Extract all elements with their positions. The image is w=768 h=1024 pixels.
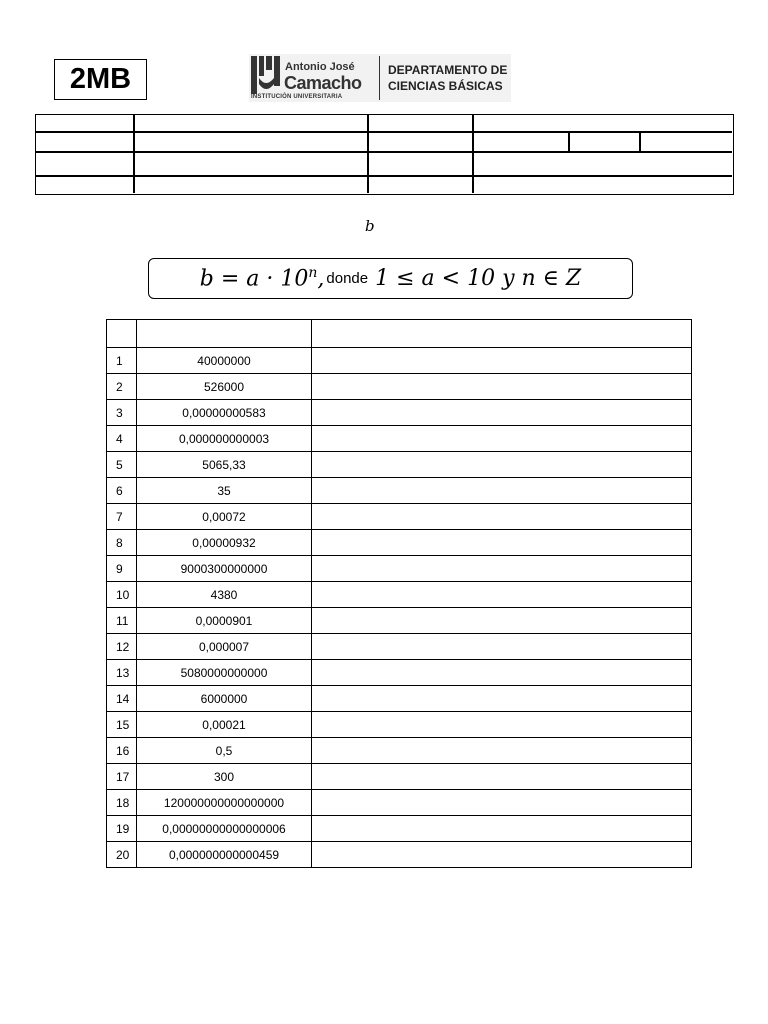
formula-exponent: n [308,265,318,282]
row-number: 7 [107,504,137,530]
table-row [107,660,692,686]
row-answer-field[interactable] [312,478,692,504]
variable-b: b [365,217,375,235]
row-answer-field[interactable] [312,374,692,400]
row-answer-field[interactable] [312,842,692,868]
header-cell-answer [312,320,692,348]
grid-col-divider [472,115,474,193]
table-row [107,764,692,790]
row-value: 526000 [137,374,312,400]
table-row [107,400,692,426]
row-value: 40000000 [137,348,312,374]
row-answer-field[interactable] [312,634,692,660]
table-row [107,530,692,556]
table-row [107,556,692,582]
grid-col-divider [568,131,570,151]
row-value: 9000300000000 [137,556,312,582]
row-number: 16 [107,738,137,764]
row-number: 5 [107,452,137,478]
grid-row-divider [36,175,732,177]
row-value: 0,000007 [137,634,312,660]
row-number: 20 [107,842,137,868]
row-number: 13 [107,660,137,686]
grid-col-divider [133,115,135,193]
grid-row-divider [36,151,732,153]
header-cell-number [107,320,137,348]
row-number: 9 [107,556,137,582]
logo-emblem-icon [251,56,281,94]
department-line2: CIENCIAS BÁSICAS [388,79,503,93]
row-value: 5080000000000 [137,660,312,686]
row-number: 3 [107,400,137,426]
table-row [107,686,692,712]
row-answer-field[interactable] [312,816,692,842]
table-row [107,712,692,738]
row-number: 1 [107,348,137,374]
row-value: 5065,33 [137,452,312,478]
row-number: 18 [107,790,137,816]
institution-logo [249,54,511,102]
formula-word: donde [326,270,369,287]
grid-row-divider [36,131,732,133]
row-value: 0,000000000003 [137,426,312,452]
table-row [107,790,692,816]
exercise-table [106,319,692,868]
row-number: 10 [107,582,137,608]
row-number: 14 [107,686,137,712]
row-answer-field[interactable] [312,452,692,478]
logo-name-line2: Camacho [284,73,362,93]
logo-name-line1: Antonio José [285,61,355,73]
row-value: 6000000 [137,686,312,712]
row-value: 300 [137,764,312,790]
row-answer-field[interactable] [312,426,692,452]
row-value: 0,00021 [137,712,312,738]
row-answer-field[interactable] [312,608,692,634]
scientific-notation-formula [148,258,633,299]
table-row [107,348,692,374]
table-row [107,452,692,478]
row-value: 0,5 [137,738,312,764]
row-value: 0,000000000000459 [137,842,312,868]
row-answer-field[interactable] [312,686,692,712]
row-number: 8 [107,530,137,556]
grid-col-divider [367,115,369,193]
row-answer-field[interactable] [312,582,692,608]
document-code: 2MB [54,59,147,100]
table-row [107,634,692,660]
row-number: 2 [107,374,137,400]
row-answer-field[interactable] [312,764,692,790]
row-value: 0,0000901 [137,608,312,634]
row-number: 19 [107,816,137,842]
row-value: 0,00000000000000006 [137,816,312,842]
row-answer-field[interactable] [312,738,692,764]
table-row [107,608,692,634]
row-value: 0,00000932 [137,530,312,556]
table-header-row [107,320,692,348]
row-number: 15 [107,712,137,738]
student-info-grid [35,114,734,195]
department-line1: DEPARTAMENTO DE [388,63,508,77]
row-value: 4380 [137,582,312,608]
row-answer-field[interactable] [312,712,692,738]
row-value: 120000000000000000 [137,790,312,816]
table-row [107,374,692,400]
table-row [107,582,692,608]
table-row [107,842,692,868]
row-answer-field[interactable] [312,556,692,582]
table-row [107,504,692,530]
row-number: 4 [107,426,137,452]
row-answer-field[interactable] [312,530,692,556]
row-value: 35 [137,478,312,504]
table-row [107,738,692,764]
row-answer-field[interactable] [312,400,692,426]
row-number: 12 [107,634,137,660]
header-cell-value [137,320,312,348]
row-answer-field[interactable] [312,790,692,816]
row-number: 11 [107,608,137,634]
table-row [107,816,692,842]
table-row [107,478,692,504]
logo-divider [379,56,380,100]
logo-subtitle: INSTITUCIÓN UNIVERSITARIA [251,94,343,100]
row-answer-field[interactable] [312,660,692,686]
row-number: 17 [107,764,137,790]
formula-lhs: $b = a \cdot 10^n$, [199,265,325,292]
grid-col-divider [639,131,641,151]
row-answer-field[interactable] [312,504,692,530]
row-number: 6 [107,478,137,504]
row-answer-field[interactable] [312,348,692,374]
formula-rhs: 1 ≤ a < 10 y n ∈ Z [375,266,582,291]
row-value: 0,00000000583 [137,400,312,426]
table-row [107,426,692,452]
row-value: 0,00072 [137,504,312,530]
